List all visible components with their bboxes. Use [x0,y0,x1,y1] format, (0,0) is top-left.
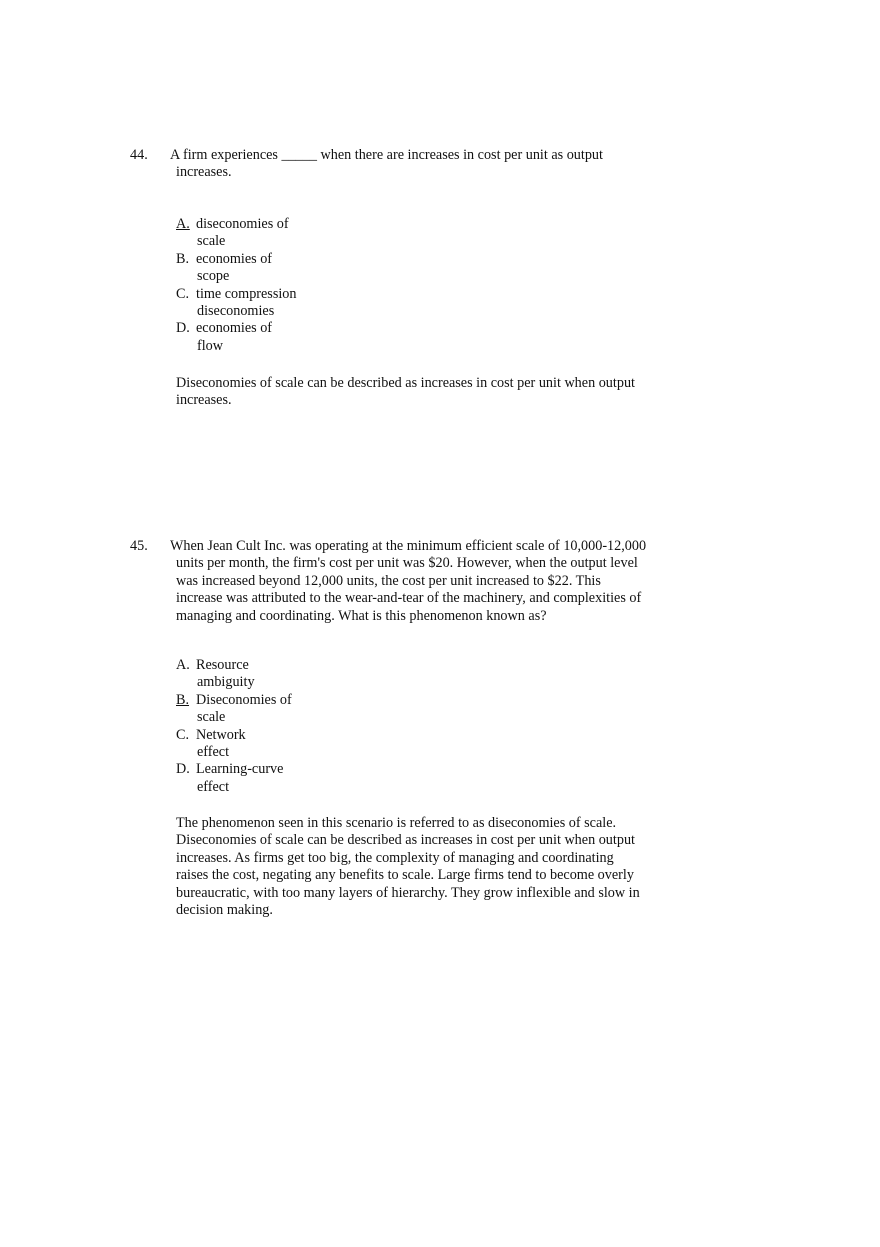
correct-option-letter: B. [176,691,190,708]
stem-line: managing and coordinating. What is this phenomenon known as? [176,607,547,624]
option-text: diseconomies [197,303,275,320]
option-text: economies of [196,250,273,267]
answer-option [176,320,296,355]
stem-line: When Jean Cult Inc. was operating at the minimum efficient scale of 10,000-12,000 [170,538,647,554]
option-line [176,251,296,268]
explanation-line: raises the cost, negating any benefits to scale. Large firms tend to become overly [176,867,634,884]
answer-options [176,216,296,355]
option-text: scale [197,709,226,726]
option-text: scope [197,268,230,285]
explanation-line: The phenomenon seen in this scenario is referred to as diseconomies of scale. [176,815,617,831]
option-line [176,657,292,674]
explanation-line: increases. As firms get too big, the complexity of managing and coordinating [176,849,614,866]
option-line [176,216,296,233]
question-stem [170,538,646,625]
option-line [176,286,296,303]
option-text: diseconomies of [196,216,289,232]
option-letter: B. [176,250,190,267]
explanation-line: bureaucratic, with too many layers of hierarchy. They grow inflexible and slow in [176,884,640,901]
option-text: flow [197,337,224,354]
option-text: scale [197,233,226,250]
answer-option [176,692,292,727]
explanation-line: Diseconomies of scale can be described as increases in cost per unit when output [176,832,635,849]
explanation [176,375,635,410]
stem-line: was increased beyond 12,000 units, the cost per unit increased to $22. This [176,572,601,589]
explanation-line: decision making. [176,902,273,919]
option-text: economies of [196,320,273,337]
option-letter: D. [176,320,190,337]
option-text: Resource [196,657,249,673]
explanation-line: Diseconomies of scale can be described as increases in cost per unit when output [176,375,635,391]
explanation-line: increases. [176,392,232,409]
option-letter: A. [176,657,190,673]
question-stem [170,147,603,182]
answer-option [176,286,296,321]
option-text: effect [197,778,230,795]
stem-line: increases. [176,164,232,181]
option-line [176,692,292,709]
option-text: Learning-curve [196,761,284,778]
option-line [176,727,292,744]
stem-line: units per month, the firm's cost per unit was $20. However, when the output level [176,555,638,572]
option-letter: C. [176,726,190,743]
answer-option [176,727,292,762]
explanation [176,815,640,919]
stem-line: increase was attributed to the wear-and-tear of the machinery, and complexities of [176,590,642,607]
question-number: 45. [130,538,148,554]
answer-option [176,216,296,251]
stem-line: A firm experiences _____ when there are increases in cost per unit as output [170,147,603,163]
option-letter: D. [176,761,190,778]
option-letter: C. [176,285,190,302]
question-number: 44. [130,147,148,163]
option-line [176,320,296,337]
option-text: time compression [196,285,297,302]
answer-option [176,761,292,796]
option-text: Diseconomies of [196,691,292,708]
correct-option-letter: A. [176,216,190,232]
option-text: Network [196,726,246,743]
option-line [176,761,292,778]
answer-options [176,657,292,796]
option-text: ambiguity [197,674,255,691]
option-text: effect [197,744,230,761]
answer-option [176,657,292,692]
answer-option [176,251,296,286]
